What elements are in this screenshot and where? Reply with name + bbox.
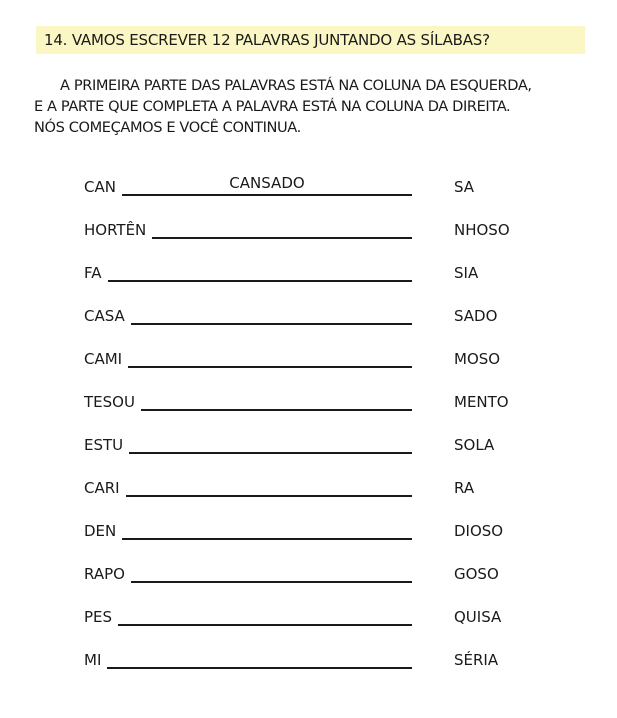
syllable-prefix: CARI [84, 479, 126, 497]
answer-line[interactable] [122, 516, 412, 540]
syllable-suffix: MOSO [454, 350, 501, 368]
answer-line[interactable] [129, 430, 412, 454]
word-row [84, 598, 544, 628]
syllable-suffix: RA [454, 479, 475, 497]
syllable-prefix: DEN [84, 522, 122, 540]
answer-line[interactable] [118, 602, 412, 626]
instruction-line: E A PARTE QUE COMPLETA A PALAVRA ESTÁ NA COLUNA DA DIREITA. [34, 98, 511, 115]
word-row [84, 211, 544, 241]
syllable-prefix: FA [84, 264, 108, 282]
syllable-prefix: RAPO [84, 565, 131, 583]
answer-area [84, 469, 412, 499]
answer-line[interactable] [131, 559, 412, 583]
word-row [84, 426, 544, 456]
answer-line[interactable] [107, 645, 412, 669]
answer-area [84, 340, 412, 370]
instructions [34, 75, 594, 138]
answer-line[interactable] [141, 387, 412, 411]
syllable-prefix: CAMI [84, 350, 128, 368]
syllable-prefix: PES [84, 608, 118, 626]
word-row [84, 254, 544, 284]
syllable-prefix: MI [84, 651, 107, 669]
answer-area [84, 168, 412, 198]
answer-area [84, 254, 412, 284]
answer-area [84, 555, 412, 585]
instruction-line: NÓS COMEÇAMOS E VOCÊ CONTINUA. [34, 119, 301, 136]
syllable-suffix: DIOSO [454, 522, 504, 540]
word-row [84, 641, 544, 671]
exercise-title: 14. VAMOS ESCREVER 12 PALAVRAS JUNTANDO AS SÍLABAS? [44, 31, 490, 49]
word-row [84, 555, 544, 585]
syllable-prefix: CASA [84, 307, 131, 325]
syllable-suffix: MENTO [454, 393, 509, 411]
syllable-suffix: SOLA [454, 436, 495, 454]
syllable-suffix: SA [454, 178, 475, 196]
syllable-prefix: HORTÊN [84, 221, 152, 239]
answer-area [84, 297, 412, 327]
answer-line[interactable] [128, 344, 412, 368]
word-row [84, 168, 544, 198]
word-row [84, 340, 544, 370]
syllable-prefix: ESTU [84, 436, 129, 454]
answer-area [84, 512, 412, 542]
syllable-suffix: QUISA [454, 608, 502, 626]
answer-line[interactable] [131, 301, 412, 325]
syllable-suffix: SIA [454, 264, 479, 282]
word-row [84, 383, 544, 413]
answer-line[interactable] [108, 258, 412, 282]
syllable-suffix: SÉRIA [454, 651, 499, 669]
syllable-prefix: TESOU [84, 393, 141, 411]
exercise-title-bar [36, 26, 585, 54]
syllable-suffix: NHOSO [454, 221, 510, 239]
word-row [84, 469, 544, 499]
word-row [84, 297, 544, 327]
answer-line[interactable] [126, 473, 412, 497]
answer-line[interactable] [122, 172, 412, 196]
syllable-suffix: GOSO [454, 565, 499, 583]
syllable-suffix: SADO [454, 307, 498, 325]
word-row [84, 512, 544, 542]
answer-area [84, 598, 412, 628]
answer-area [84, 641, 412, 671]
syllable-prefix: CAN [84, 178, 122, 196]
instruction-line: A PRIMEIRA PARTE DAS PALAVRAS ESTÁ NA COLUNA DA ESQUERDA, [60, 77, 532, 94]
answer-line[interactable] [152, 215, 412, 239]
answer-area [84, 426, 412, 456]
answer-text: CANSADO [229, 174, 305, 192]
